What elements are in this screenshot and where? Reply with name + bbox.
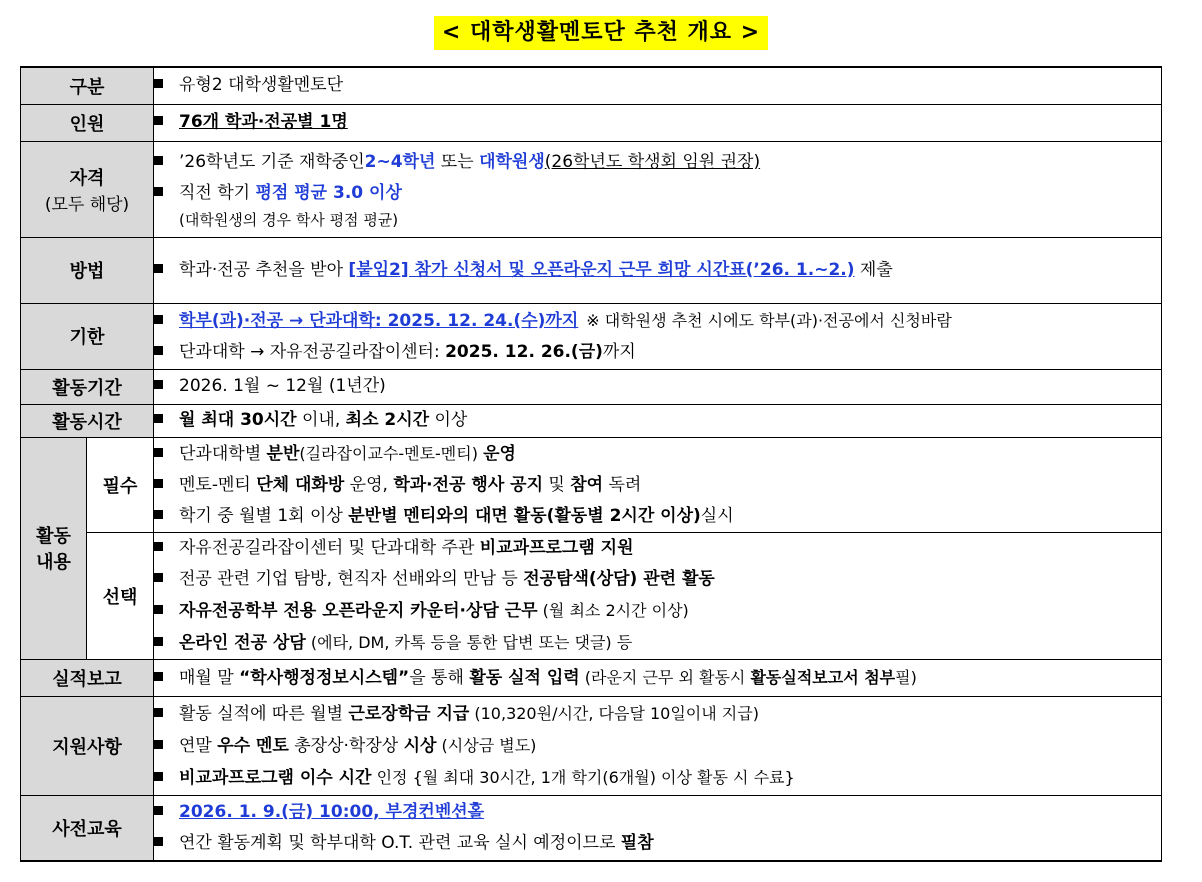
bullet-item [154, 501, 1161, 532]
bullet-item [154, 255, 1161, 286]
text: 우수 멘토 [217, 735, 289, 756]
label-personnel: 인원 [21, 104, 154, 141]
row-hours [21, 404, 1162, 437]
label-support: 지원사항 [21, 696, 154, 795]
recommendation-note: (26학년도 학생회 임원 권장) [544, 152, 761, 172]
square-bullet-icon [154, 573, 163, 582]
text: (길라잡이교수-멘토-멘티) [299, 443, 484, 463]
content-period [154, 369, 1162, 404]
content-report [154, 659, 1162, 696]
label-deadline: 기한 [21, 303, 154, 369]
bullet-item [154, 147, 1161, 178]
text: 활동 실적에 따른 월별 [179, 703, 349, 724]
bullet-item [154, 305, 1161, 337]
bullet-item [154, 564, 1161, 595]
bullet-item [154, 470, 1161, 501]
qualification-sublabel: (모두 해당) [44, 194, 130, 215]
content-deadline [154, 303, 1162, 369]
text: 활동 실적 입력 [469, 667, 580, 688]
text: 자유전공학부 전용 오픈라운지 카운터·상담 근무 [179, 600, 538, 621]
label-report: 실적보고 [21, 659, 154, 696]
content-method [154, 237, 1162, 303]
bullet-item [154, 438, 1161, 470]
content-personnel [154, 104, 1162, 141]
square-bullet-icon [154, 346, 163, 355]
bullet-item [154, 70, 1161, 101]
text: 멘토-멘티 [179, 474, 257, 495]
attachment-link[interactable]: [붙임2] 참가 신청서 및 오픈라운지 근무 희망 시간표(’26. 1.~2.) [348, 259, 855, 280]
text: 시상 [403, 735, 437, 756]
square-bullet-icon [154, 542, 163, 551]
square-bullet-icon [154, 510, 163, 519]
bullet-item [154, 107, 1161, 138]
page-title: < 대학생활멘토단 추천 개요 > [434, 16, 768, 50]
square-bullet-icon [154, 708, 163, 717]
label-method: 방법 [21, 237, 154, 303]
square-bullet-icon [154, 264, 163, 273]
text: 온라인 전공 상담 [179, 632, 306, 653]
text: 단과대학별 [179, 443, 267, 464]
category-text: 유형2 대학생활멘토단 [179, 75, 344, 96]
text: 필참 [620, 832, 654, 853]
text: 비교과프로그램 지원 [479, 537, 634, 558]
period-text: 2026. 1월 ~ 12월 (1년간) [179, 376, 386, 396]
grade-range: 2~4학년 [364, 152, 436, 172]
text: 전공탐색(상담) 관련 활동 [523, 568, 715, 589]
label-required: 필수 [87, 437, 154, 532]
text: 전공 관련 기업 탐방, 현직자 선배와의 만남 등 [179, 568, 524, 589]
text: 단과대학 → 자유전공길라잡이센터: [179, 341, 446, 362]
square-bullet-icon [154, 116, 163, 125]
personnel-text: 76개 학과·전공별 1명 [179, 112, 348, 132]
content-required [154, 437, 1162, 532]
row-report [21, 659, 1162, 696]
training-datetime: 2026. 1. 9.(금) 10:00, 부경컨벤션홀 [179, 801, 485, 822]
square-bullet-icon [154, 79, 163, 88]
bullet-item [154, 730, 1161, 762]
square-bullet-icon [154, 315, 163, 324]
text: 독려 [603, 474, 642, 495]
text: 까지 [602, 341, 636, 362]
label-optional: 선택 [87, 532, 154, 659]
text: 또는 [435, 152, 480, 172]
text: 활동실적보고서 첨부 [750, 667, 896, 687]
bullet-item [154, 627, 1161, 659]
text: 제출 [854, 259, 893, 280]
bullet-item [154, 371, 1161, 402]
text: (시상금 별도) [436, 735, 537, 755]
text: 자유전공길라잡이센터 및 단과대학 주관 [179, 537, 480, 558]
text: 비교과프로그램 이수 시간 [179, 767, 372, 788]
square-bullet-icon [154, 637, 163, 646]
text: (에타, DM, 카톡 등을 통한 답변 또는 댓글) 등 [305, 632, 633, 652]
text: 학과·전공 행사 공지 [393, 474, 543, 495]
content-qualification [154, 141, 1162, 237]
square-bullet-icon [154, 380, 163, 389]
row-pretraining [21, 795, 1162, 861]
square-bullet-icon [154, 806, 163, 815]
bullet-item [154, 178, 1161, 209]
square-bullet-icon [154, 448, 163, 457]
text: 연간 활동계획 및 학부대학 O.T. 관련 교육 실시 예정이므로 [179, 832, 621, 853]
content-category [154, 67, 1162, 104]
text: 직전 학기 [179, 183, 256, 203]
text: 및 [543, 474, 571, 495]
text: 실시 [700, 505, 734, 526]
row-method [21, 237, 1162, 303]
overview-table [20, 66, 1162, 862]
square-bullet-icon [154, 672, 163, 681]
text: (라운지 근무 외 활동시 [579, 667, 751, 687]
bullet-item [154, 762, 1161, 794]
bullet-item [154, 698, 1161, 730]
text: 이내, [296, 410, 346, 430]
row-activities-optional [21, 532, 1162, 659]
bullet-item [154, 337, 1161, 368]
max-hours: 월 최대 30시간 [179, 410, 297, 430]
bullet-item [154, 662, 1161, 694]
label-hours: 활동시간 [21, 404, 154, 437]
label-pretraining: 사전교육 [21, 795, 154, 861]
square-bullet-icon [154, 156, 163, 165]
row-qualification [21, 141, 1162, 237]
graduate-student: 대학원생 [479, 152, 545, 172]
deadline-note: ※ 대학원생 추천 시에도 학부(과)·전공에서 신청바람 [586, 310, 952, 330]
label-period: 활동기간 [21, 369, 154, 404]
square-bullet-icon [154, 414, 163, 423]
row-period [21, 369, 1162, 404]
gpa-requirement: 평점 평균 3.0 이상 [255, 183, 402, 203]
text: 근로장학금 지급 [348, 703, 470, 724]
min-hours: 최소 2시간 [345, 410, 430, 430]
content-optional [154, 532, 1162, 659]
square-bullet-icon [154, 837, 163, 846]
text: 필) [895, 667, 917, 687]
text: 분반별 멘티와의 대면 활동(활동별 2시간 이상) [348, 505, 701, 526]
label-category: 구분 [21, 67, 154, 104]
text: 운영 [483, 443, 516, 464]
content-pretraining [154, 795, 1162, 861]
text: 학기 중 월별 1회 이상 [179, 505, 349, 526]
row-activities-required [21, 437, 1162, 532]
square-bullet-icon [154, 605, 163, 614]
department-deadline: 학부(과)·전공 → 단과대학: 2025. 12. 24.(수)까지 [179, 310, 579, 331]
bullet-item [154, 828, 1161, 859]
text: (월 최소 2시간 이상) [537, 600, 689, 620]
label-activities: 활동 내용 [21, 437, 87, 659]
label-qualification [21, 141, 154, 237]
text: 분반 [266, 443, 300, 464]
bullet-item [154, 595, 1161, 627]
text: 연말 [179, 735, 218, 756]
content-hours [154, 404, 1162, 437]
title-wrap [0, 16, 1202, 50]
text: 이상 [429, 410, 468, 430]
qualification-note: (대학원생의 경우 학사 평점 평균) [179, 211, 399, 229]
content-support [154, 696, 1162, 795]
text: 학과·전공 추천을 받아 [179, 259, 349, 280]
bullet-item [154, 797, 1161, 828]
bullet-item [154, 405, 1161, 436]
text: 매월 말 [179, 667, 240, 688]
college-deadline: 2025. 12. 26.(금) [445, 341, 603, 362]
row-personnel [21, 104, 1162, 141]
square-bullet-icon [154, 479, 163, 488]
text: “학사행정정보시스템” [239, 667, 410, 688]
text: 을 통해 [409, 667, 470, 688]
text: 인정 {월 최대 30시간, 1개 학기(6개월) 이상 활동 시 수료} [371, 767, 795, 787]
text: ’26학년도 기준 재학중인 [179, 152, 365, 172]
text: 총장상·학장상 [288, 735, 404, 756]
bullet-item [154, 533, 1161, 564]
row-category [21, 67, 1162, 104]
square-bullet-icon [154, 187, 163, 196]
text: (10,320원/시간, 다음달 10일이내 지급) [469, 703, 759, 723]
qualification-label: 자격 [69, 167, 105, 189]
text: 단체 대화방 [256, 474, 345, 495]
square-bullet-icon [154, 740, 163, 749]
text: 운영, [344, 474, 394, 495]
text: 참여 [570, 474, 604, 495]
square-bullet-icon [154, 772, 163, 781]
row-deadline [21, 303, 1162, 369]
row-support [21, 696, 1162, 795]
